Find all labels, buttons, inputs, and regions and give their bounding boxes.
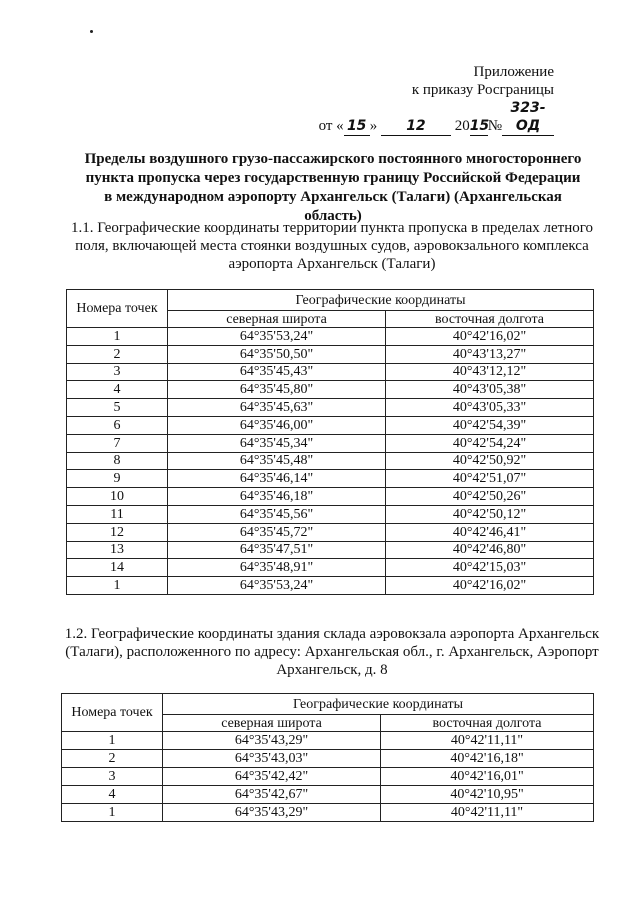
latitude-cell: 64°35'42,67" — [163, 786, 381, 804]
point-number-cell: 7 — [67, 434, 168, 452]
latitude-cell: 64°35'43,29" — [163, 732, 381, 750]
point-number-cell: 5 — [67, 399, 168, 417]
longitude-cell: 40°42'51,07" — [386, 470, 594, 488]
table-row — [67, 488, 594, 506]
order-reference: к приказу Росграницы — [411, 82, 554, 98]
point-number-cell: 6 — [67, 416, 168, 434]
table-row — [67, 577, 594, 595]
longitude-cell: 40°42'11,11" — [381, 732, 594, 750]
latitude-cell: 64°35'53,24" — [168, 577, 386, 595]
latitude-cell: 64°35'45,80" — [168, 381, 386, 399]
point-number-cell: 14 — [67, 559, 168, 577]
table-row — [67, 434, 594, 452]
point-number-cell: 1 — [67, 328, 168, 346]
latitude-cell: 64°35'42,42" — [163, 768, 381, 786]
order-year: 15 — [469, 118, 490, 134]
latitude-cell: 64°35'46,14" — [168, 470, 386, 488]
latitude-cell: 64°35'45,48" — [168, 452, 386, 470]
table-row — [67, 399, 594, 417]
point-number-cell: 3 — [67, 363, 168, 381]
longitude-cell: 40°43'12,12" — [386, 363, 594, 381]
latitude-cell: 64°35'50,50" — [168, 345, 386, 363]
point-number-cell: 1 — [62, 804, 163, 822]
latitude-cell: 64°35'45,63" — [168, 399, 386, 417]
col-header-points: Номера точек — [67, 290, 168, 328]
table-row — [67, 416, 594, 434]
longitude-cell: 40°43'13,27" — [386, 345, 594, 363]
longitude-cell: 40°42'50,12" — [386, 505, 594, 523]
table-row — [62, 786, 594, 804]
longitude-cell: 40°42'16,02" — [386, 328, 594, 346]
latitude-cell: 64°35'53,24" — [168, 328, 386, 346]
section-2-heading: 1.2. Географические координаты здания склада аэровокзала аэропорта Архангельск (Талаги), расположенного по адресу: Архангельская обл., г. Архангельск, Аэропорт Архангельск, д. 8 — [64, 626, 600, 678]
table-row — [67, 470, 594, 488]
col-header-longitude: восточная долгота — [386, 311, 594, 328]
scan-speck — [90, 30, 93, 33]
order-date-line — [319, 99, 554, 136]
table-row — [67, 452, 594, 470]
latitude-cell: 64°35'45,43" — [168, 363, 386, 381]
table-row — [67, 523, 594, 541]
annex-block — [319, 63, 554, 136]
table-row — [62, 732, 594, 750]
longitude-cell: 40°43'05,33" — [386, 399, 594, 417]
latitude-cell: 64°35'47,51" — [168, 541, 386, 559]
table-row — [67, 363, 594, 381]
table-row — [67, 541, 594, 559]
order-day: 15 — [344, 117, 370, 136]
longitude-cell: 40°42'46,41" — [386, 523, 594, 541]
col-header-longitude: восточная долгота — [381, 715, 594, 732]
order-month: 12 — [381, 117, 451, 136]
longitude-cell: 40°42'50,26" — [386, 488, 594, 506]
longitude-cell: 40°42'16,18" — [381, 750, 594, 768]
longitude-cell: 40°42'16,02" — [386, 577, 594, 595]
coordinates-table-1 — [66, 289, 594, 595]
section-1-heading: 1.1. Географические координаты территории пункта пропуска в пределах летного поля, включающей места стоянки воздушных судов, аэровокзального комплекса аэропорта Архангельск (Талаги) — [71, 220, 593, 272]
table-row — [67, 381, 594, 399]
col-header-points: Номера точек — [62, 694, 163, 732]
date-prefix: от « — [318, 118, 344, 134]
table-row — [67, 328, 594, 346]
longitude-cell: 40°42'54,24" — [386, 434, 594, 452]
point-number-cell: 12 — [67, 523, 168, 541]
latitude-cell: 64°35'46,18" — [168, 488, 386, 506]
latitude-cell: 64°35'45,56" — [168, 505, 386, 523]
longitude-cell: 40°42'50,92" — [386, 452, 594, 470]
point-number-cell: 2 — [62, 750, 163, 768]
point-number-cell: 10 — [67, 488, 168, 506]
table-row — [67, 345, 594, 363]
latitude-cell: 64°35'46,00" — [168, 416, 386, 434]
table-2-body — [62, 732, 594, 822]
document-title: Пределы воздушного грузо-пассажирского постоянного многостороннего пункта пропуска через государственную границу Российской Федерации в международном аэропорту Архангельск (Талаги) (Архангельская область) — [84, 151, 582, 224]
longitude-cell: 40°42'54,39" — [386, 416, 594, 434]
point-number-cell: 4 — [62, 786, 163, 804]
table-row — [62, 750, 594, 768]
table-1-body — [67, 328, 594, 595]
point-number-cell: 4 — [67, 381, 168, 399]
point-number-cell: 8 — [67, 452, 168, 470]
col-header-latitude: северная широта — [163, 715, 381, 732]
col-header-latitude: северная широта — [168, 311, 386, 328]
col-header-coords: Географические координаты — [168, 290, 594, 311]
latitude-cell: 64°35'45,34" — [168, 434, 386, 452]
latitude-cell: 64°35'45,72" — [168, 523, 386, 541]
col-header-coords: Географические координаты — [163, 694, 594, 715]
latitude-cell: 64°35'48,91" — [168, 559, 386, 577]
longitude-cell: 40°42'16,01" — [381, 768, 594, 786]
point-number-cell: 9 — [67, 470, 168, 488]
table-row — [67, 505, 594, 523]
table-row — [62, 768, 594, 786]
point-number-cell: 1 — [62, 732, 163, 750]
point-number-cell: 13 — [67, 541, 168, 559]
table-row — [67, 559, 594, 577]
date-day-sep: » — [369, 118, 378, 134]
point-number-cell: 2 — [67, 345, 168, 363]
longitude-cell: 40°43'05,38" — [386, 381, 594, 399]
point-number-cell: 11 — [67, 505, 168, 523]
year-prefix: 20 — [454, 118, 470, 134]
coordinates-table-2 — [61, 693, 594, 822]
table-row — [62, 804, 594, 822]
point-number-cell: 1 — [67, 577, 168, 595]
number-prefix: № — [487, 118, 502, 134]
longitude-cell: 40°42'10,95" — [381, 786, 594, 804]
longitude-cell: 40°42'11,11" — [381, 804, 594, 822]
latitude-cell: 64°35'43,03" — [163, 750, 381, 768]
annex-label: Приложение — [473, 64, 554, 80]
latitude-cell: 64°35'43,29" — [163, 804, 381, 822]
longitude-cell: 40°42'15,03" — [386, 559, 594, 577]
longitude-cell: 40°42'46,80" — [386, 541, 594, 559]
point-number-cell: 3 — [62, 768, 163, 786]
order-number: 323-ОД — [502, 99, 554, 136]
